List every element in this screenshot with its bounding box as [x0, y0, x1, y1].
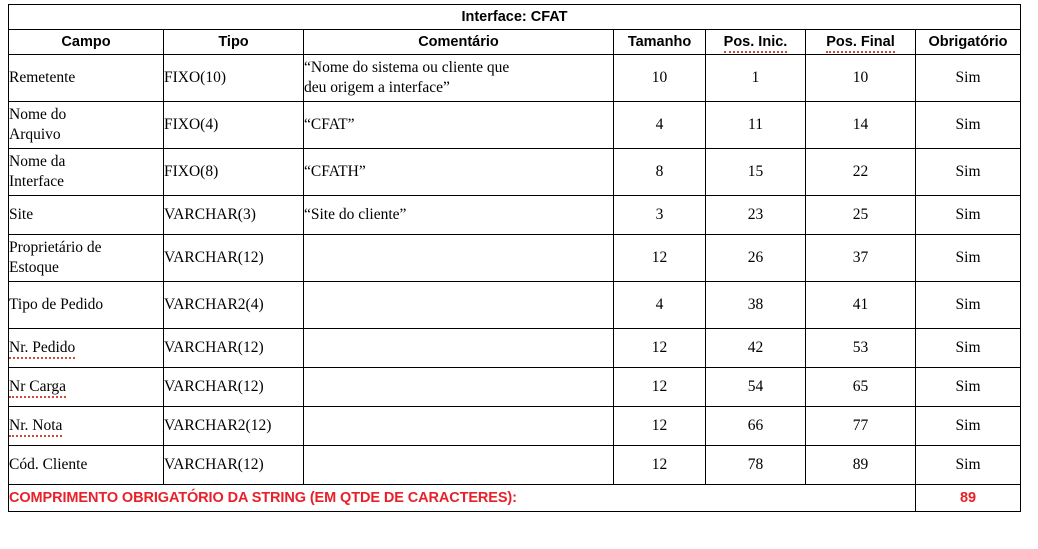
cell-obrigatorio: Sim — [916, 446, 1021, 485]
interface-table — [8, 4, 1021, 512]
table-row — [9, 55, 1021, 102]
footer-total: 89 — [916, 485, 1021, 512]
column-header-comentario: Comentário — [304, 30, 614, 55]
table-row — [9, 149, 1021, 196]
cell-campo: Cód. Cliente — [9, 446, 164, 485]
cell-pos-final: 65 — [806, 368, 916, 407]
cell-campo: Site — [9, 196, 164, 235]
cell-comentario — [304, 329, 614, 368]
cell-tamanho: 8 — [614, 149, 706, 196]
cell-pos-final: 14 — [806, 102, 916, 149]
table-row — [9, 282, 1021, 329]
cell-campo — [9, 149, 164, 196]
cell-tipo: VARCHAR(12) — [164, 329, 304, 368]
table-row — [9, 407, 1021, 446]
cell-campo: Nr. Pedido — [9, 329, 164, 368]
cell-pos-final: 25 — [806, 196, 916, 235]
cell-tipo: VARCHAR(12) — [164, 235, 304, 282]
cell-obrigatorio: Sim — [916, 329, 1021, 368]
campo-line-2: Arquivo — [9, 126, 61, 143]
cell-pos-inic: 38 — [706, 282, 806, 329]
cell-campo: Nr Carga — [9, 368, 164, 407]
cell-pos-inic: 15 — [706, 149, 806, 196]
cell-tamanho: 12 — [614, 329, 706, 368]
cell-comentario: “CFATH” — [304, 149, 614, 196]
cell-comentario — [304, 55, 614, 102]
cell-obrigatorio: Sim — [916, 368, 1021, 407]
cell-pos-inic: 1 — [706, 55, 806, 102]
cell-tamanho: 12 — [614, 446, 706, 485]
cell-comentario: “CFAT” — [304, 102, 614, 149]
column-header-campo: Campo — [9, 30, 164, 55]
table-row — [9, 102, 1021, 149]
cell-pos-final: 10 — [806, 55, 916, 102]
cell-pos-final: 41 — [806, 282, 916, 329]
cell-campo — [9, 235, 164, 282]
cell-comentario — [304, 446, 614, 485]
cell-obrigatorio: Sim — [916, 407, 1021, 446]
column-header-pos-final: Pos. Final — [806, 30, 916, 55]
cell-tamanho: 4 — [614, 282, 706, 329]
cell-tipo: VARCHAR(12) — [164, 446, 304, 485]
cell-tipo: FIXO(4) — [164, 102, 304, 149]
cell-obrigatorio: Sim — [916, 235, 1021, 282]
table-row — [9, 196, 1021, 235]
cell-tamanho: 4 — [614, 102, 706, 149]
campo-line-2: Interface — [9, 173, 65, 190]
cell-pos-final: 89 — [806, 446, 916, 485]
cell-campo: Tipo de Pedido — [9, 282, 164, 329]
cell-comentario — [304, 407, 614, 446]
cell-campo — [9, 102, 164, 149]
campo-line-2: Estoque — [9, 259, 59, 276]
table-title-row — [9, 5, 1021, 30]
table-row — [9, 368, 1021, 407]
cell-campo: Nr. Nota — [9, 407, 164, 446]
campo-line-1: Proprietário de — [9, 238, 102, 256]
cell-comentario — [304, 368, 614, 407]
cell-obrigatorio: Sim — [916, 282, 1021, 329]
cell-obrigatorio: Sim — [916, 149, 1021, 196]
comentario-line-2: deu origem a interface” — [304, 79, 450, 96]
cell-comentario — [304, 235, 614, 282]
cell-pos-final: 22 — [806, 149, 916, 196]
cell-tamanho: 10 — [614, 55, 706, 102]
cell-tamanho: 12 — [614, 235, 706, 282]
cell-pos-inic: 11 — [706, 102, 806, 149]
cell-campo: Remetente — [9, 55, 164, 102]
page-title: Interface: CFAT — [9, 5, 1021, 30]
cell-pos-inic: 54 — [706, 368, 806, 407]
cell-tamanho: 12 — [614, 407, 706, 446]
campo-line-1: Nome do — [9, 105, 67, 123]
cell-tipo: FIXO(10) — [164, 55, 304, 102]
cell-comentario — [304, 282, 614, 329]
cell-tipo: FIXO(8) — [164, 149, 304, 196]
cell-pos-inic: 66 — [706, 407, 806, 446]
column-header-pos-inic: Pos. Inic. — [706, 30, 806, 55]
column-header-tipo: Tipo — [164, 30, 304, 55]
campo-line-1: Nome da — [9, 152, 66, 170]
cell-pos-final: 77 — [806, 407, 916, 446]
column-header-obrigatorio: Obrigatório — [916, 30, 1021, 55]
cell-obrigatorio: Sim — [916, 102, 1021, 149]
cell-obrigatorio: Sim — [916, 55, 1021, 102]
cell-tipo: VARCHAR(12) — [164, 368, 304, 407]
cell-pos-inic: 23 — [706, 196, 806, 235]
table-header-row — [9, 30, 1021, 55]
cell-obrigatorio: Sim — [916, 196, 1021, 235]
table-row — [9, 329, 1021, 368]
cell-pos-inic: 78 — [706, 446, 806, 485]
cell-tipo: VARCHAR2(4) — [164, 282, 304, 329]
cell-pos-inic: 42 — [706, 329, 806, 368]
cell-pos-inic: 26 — [706, 235, 806, 282]
cell-tipo: VARCHAR2(12) — [164, 407, 304, 446]
cell-pos-final: 37 — [806, 235, 916, 282]
cell-tamanho: 3 — [614, 196, 706, 235]
footer-label: COMPRIMENTO OBRIGATÓRIO DA STRING (EM QTDE DE CARACTERES): — [9, 485, 916, 512]
table-row — [9, 235, 1021, 282]
cell-tamanho: 12 — [614, 368, 706, 407]
comentario-line-1: “Nome do sistema ou cliente que — [304, 58, 510, 76]
table-row — [9, 446, 1021, 485]
cell-comentario: “Site do cliente” — [304, 196, 614, 235]
table-footer-row — [9, 485, 1021, 512]
column-header-tamanho: Tamanho — [614, 30, 706, 55]
cell-pos-final: 53 — [806, 329, 916, 368]
cell-tipo: VARCHAR(3) — [164, 196, 304, 235]
